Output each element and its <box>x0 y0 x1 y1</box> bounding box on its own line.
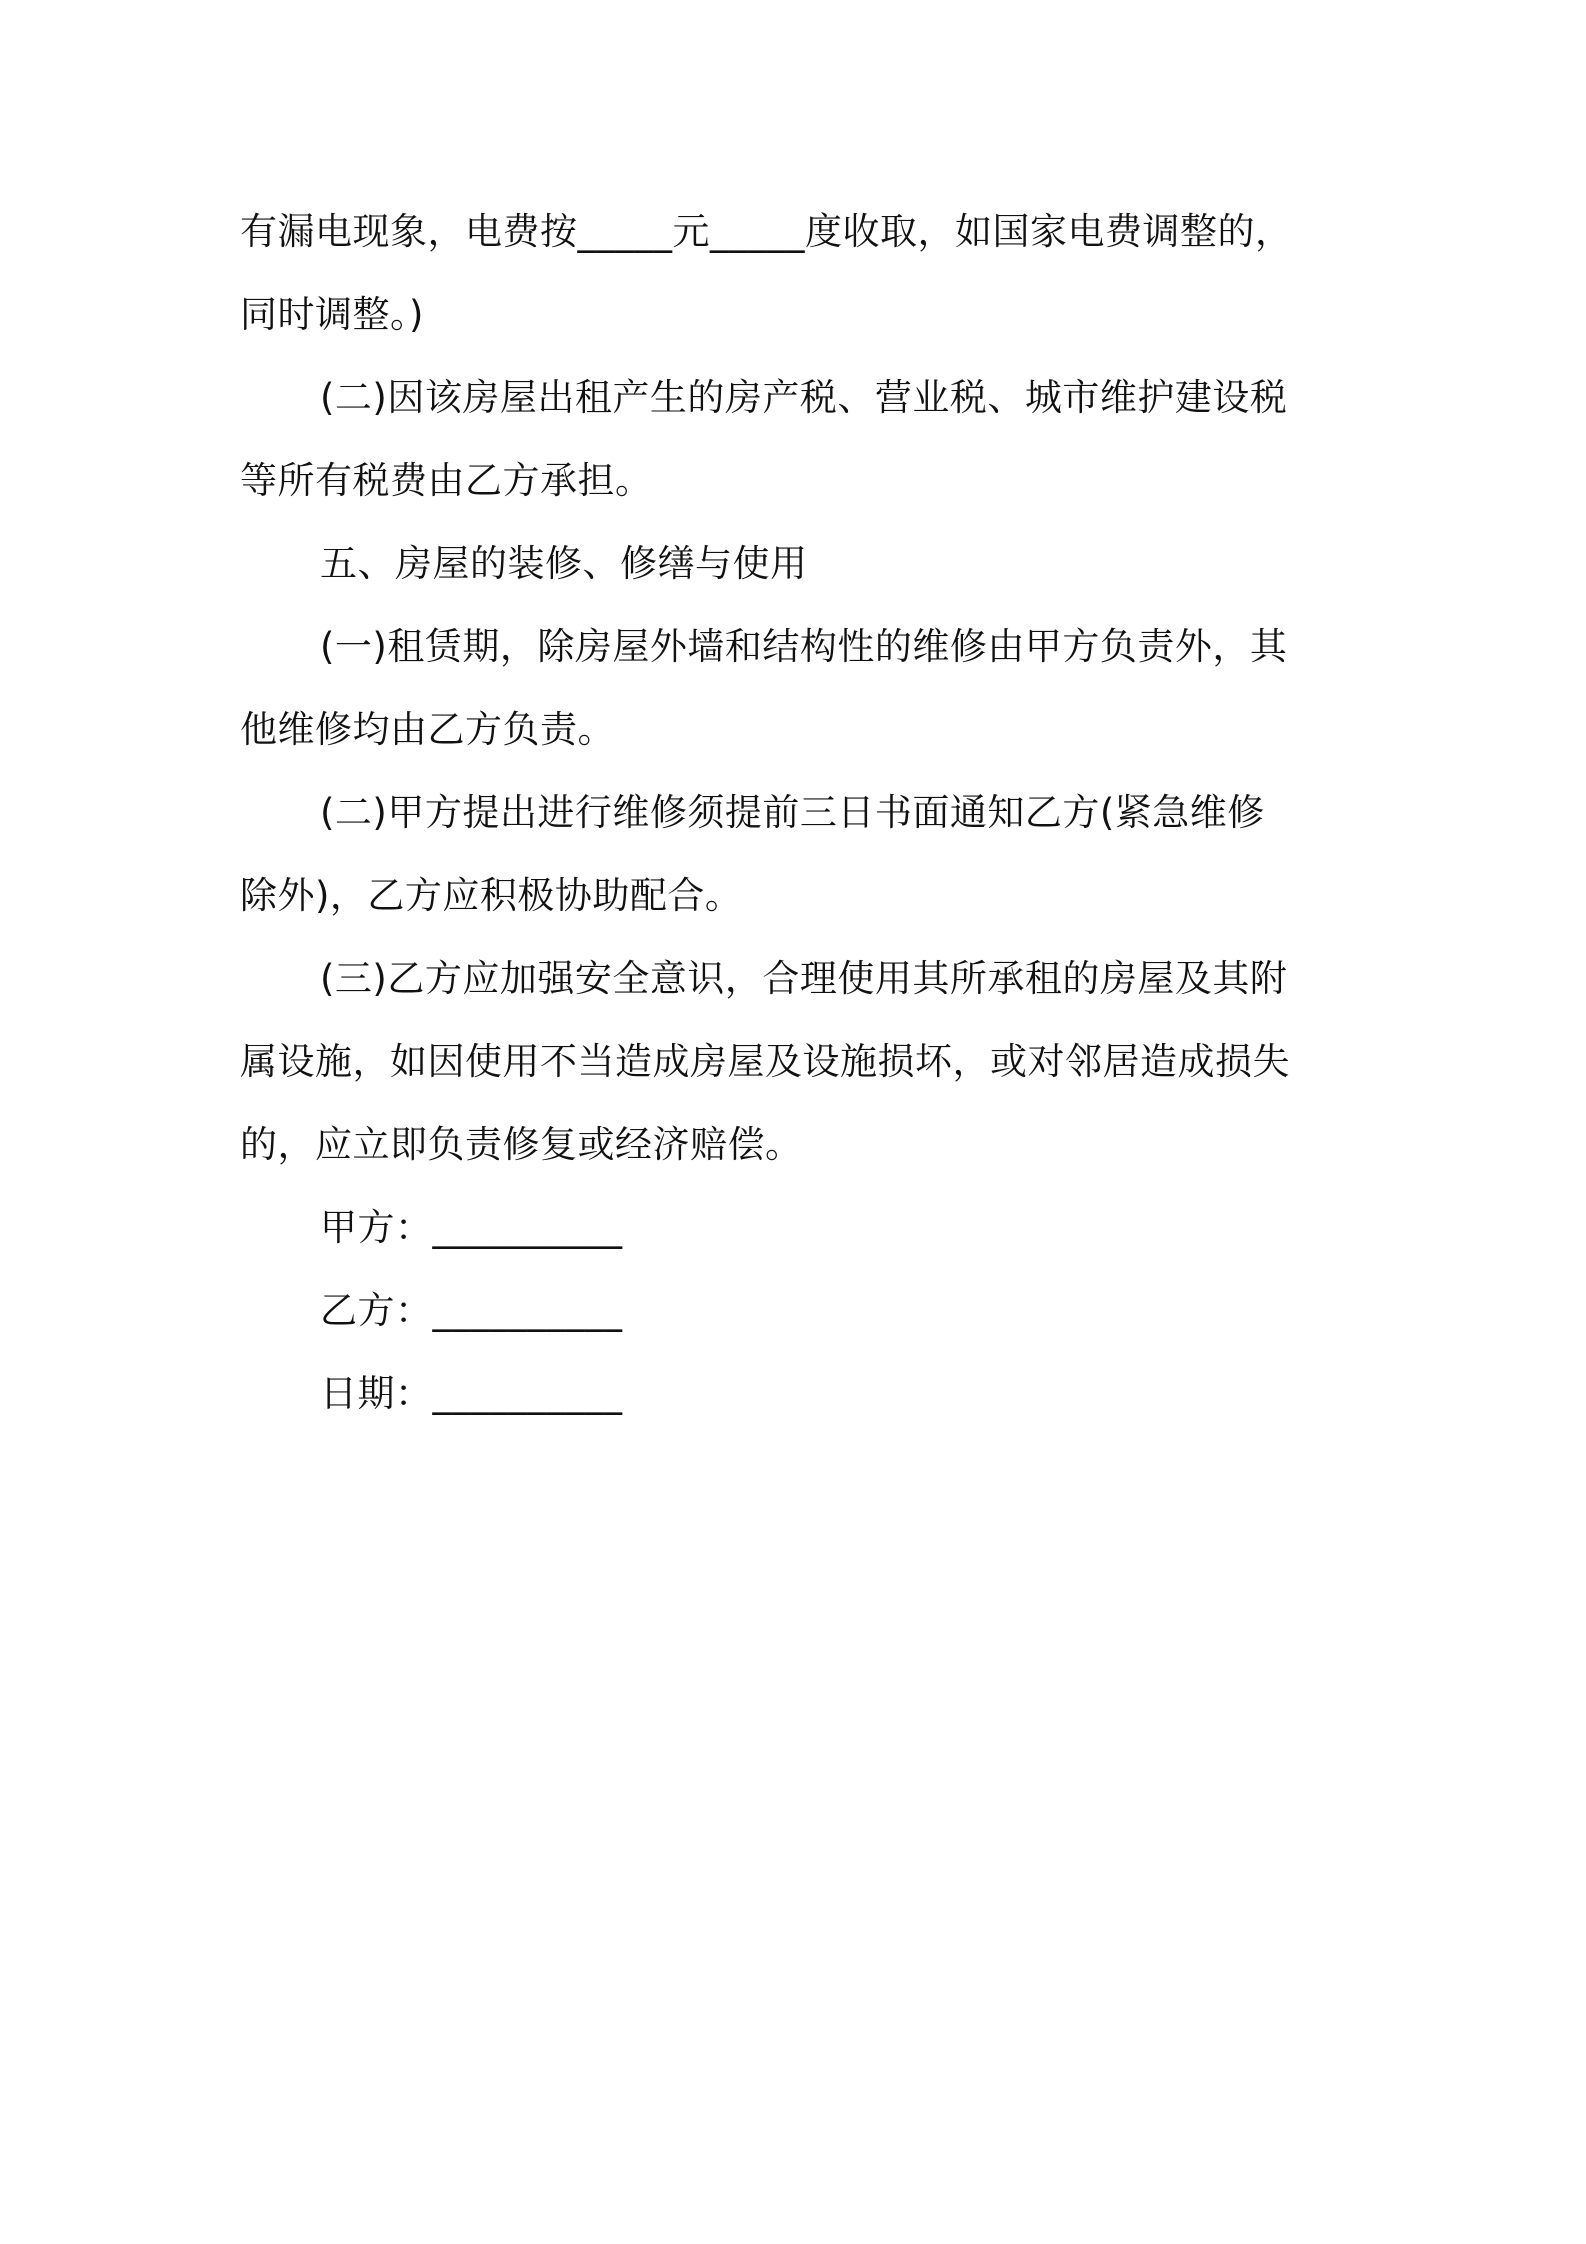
signature-party-b: 乙方：__________ <box>320 1289 623 1332</box>
paragraph-line: 同时调整。) <box>240 293 424 336</box>
paragraph-line: (二)甲方提出进行维修须提前三日书面通知乙方(紧急维修 <box>320 791 1265 834</box>
section-heading: 五、房屋的装修、修缮与使用 <box>320 542 808 585</box>
paragraph-line: 有漏电现象，电费按_____元_____度收取，如国家电费调整的， <box>240 210 1293 253</box>
signature-date: 日期：__________ <box>320 1372 623 1415</box>
paragraph-line: (一)租赁期，除房屋外墙和结构性的维修由甲方负责外，其 <box>320 625 1288 668</box>
document-body <box>240 190 1370 1435</box>
paragraph-line: (三)乙方应加强安全意识，合理使用其所承租的房屋及其附 <box>320 957 1288 1000</box>
paragraph-line: 除外)，乙方应积极协助配合。 <box>240 874 743 917</box>
paragraph-line: 他维修均由乙方负责。 <box>240 708 615 751</box>
paragraph-line: 属设施，如因使用不当造成房屋及设施损坏，或对邻居造成损失 <box>240 1040 1290 1083</box>
paragraph-line: (二)因该房屋出租产生的房产税、营业税、城市维护建设税 <box>320 376 1288 419</box>
paragraph-line: 的，应立即负责修复或经济赔偿。 <box>240 1123 803 1166</box>
paragraph-line: 等所有税费由乙方承担。 <box>240 459 653 502</box>
signature-party-a: 甲方：__________ <box>320 1206 623 1249</box>
